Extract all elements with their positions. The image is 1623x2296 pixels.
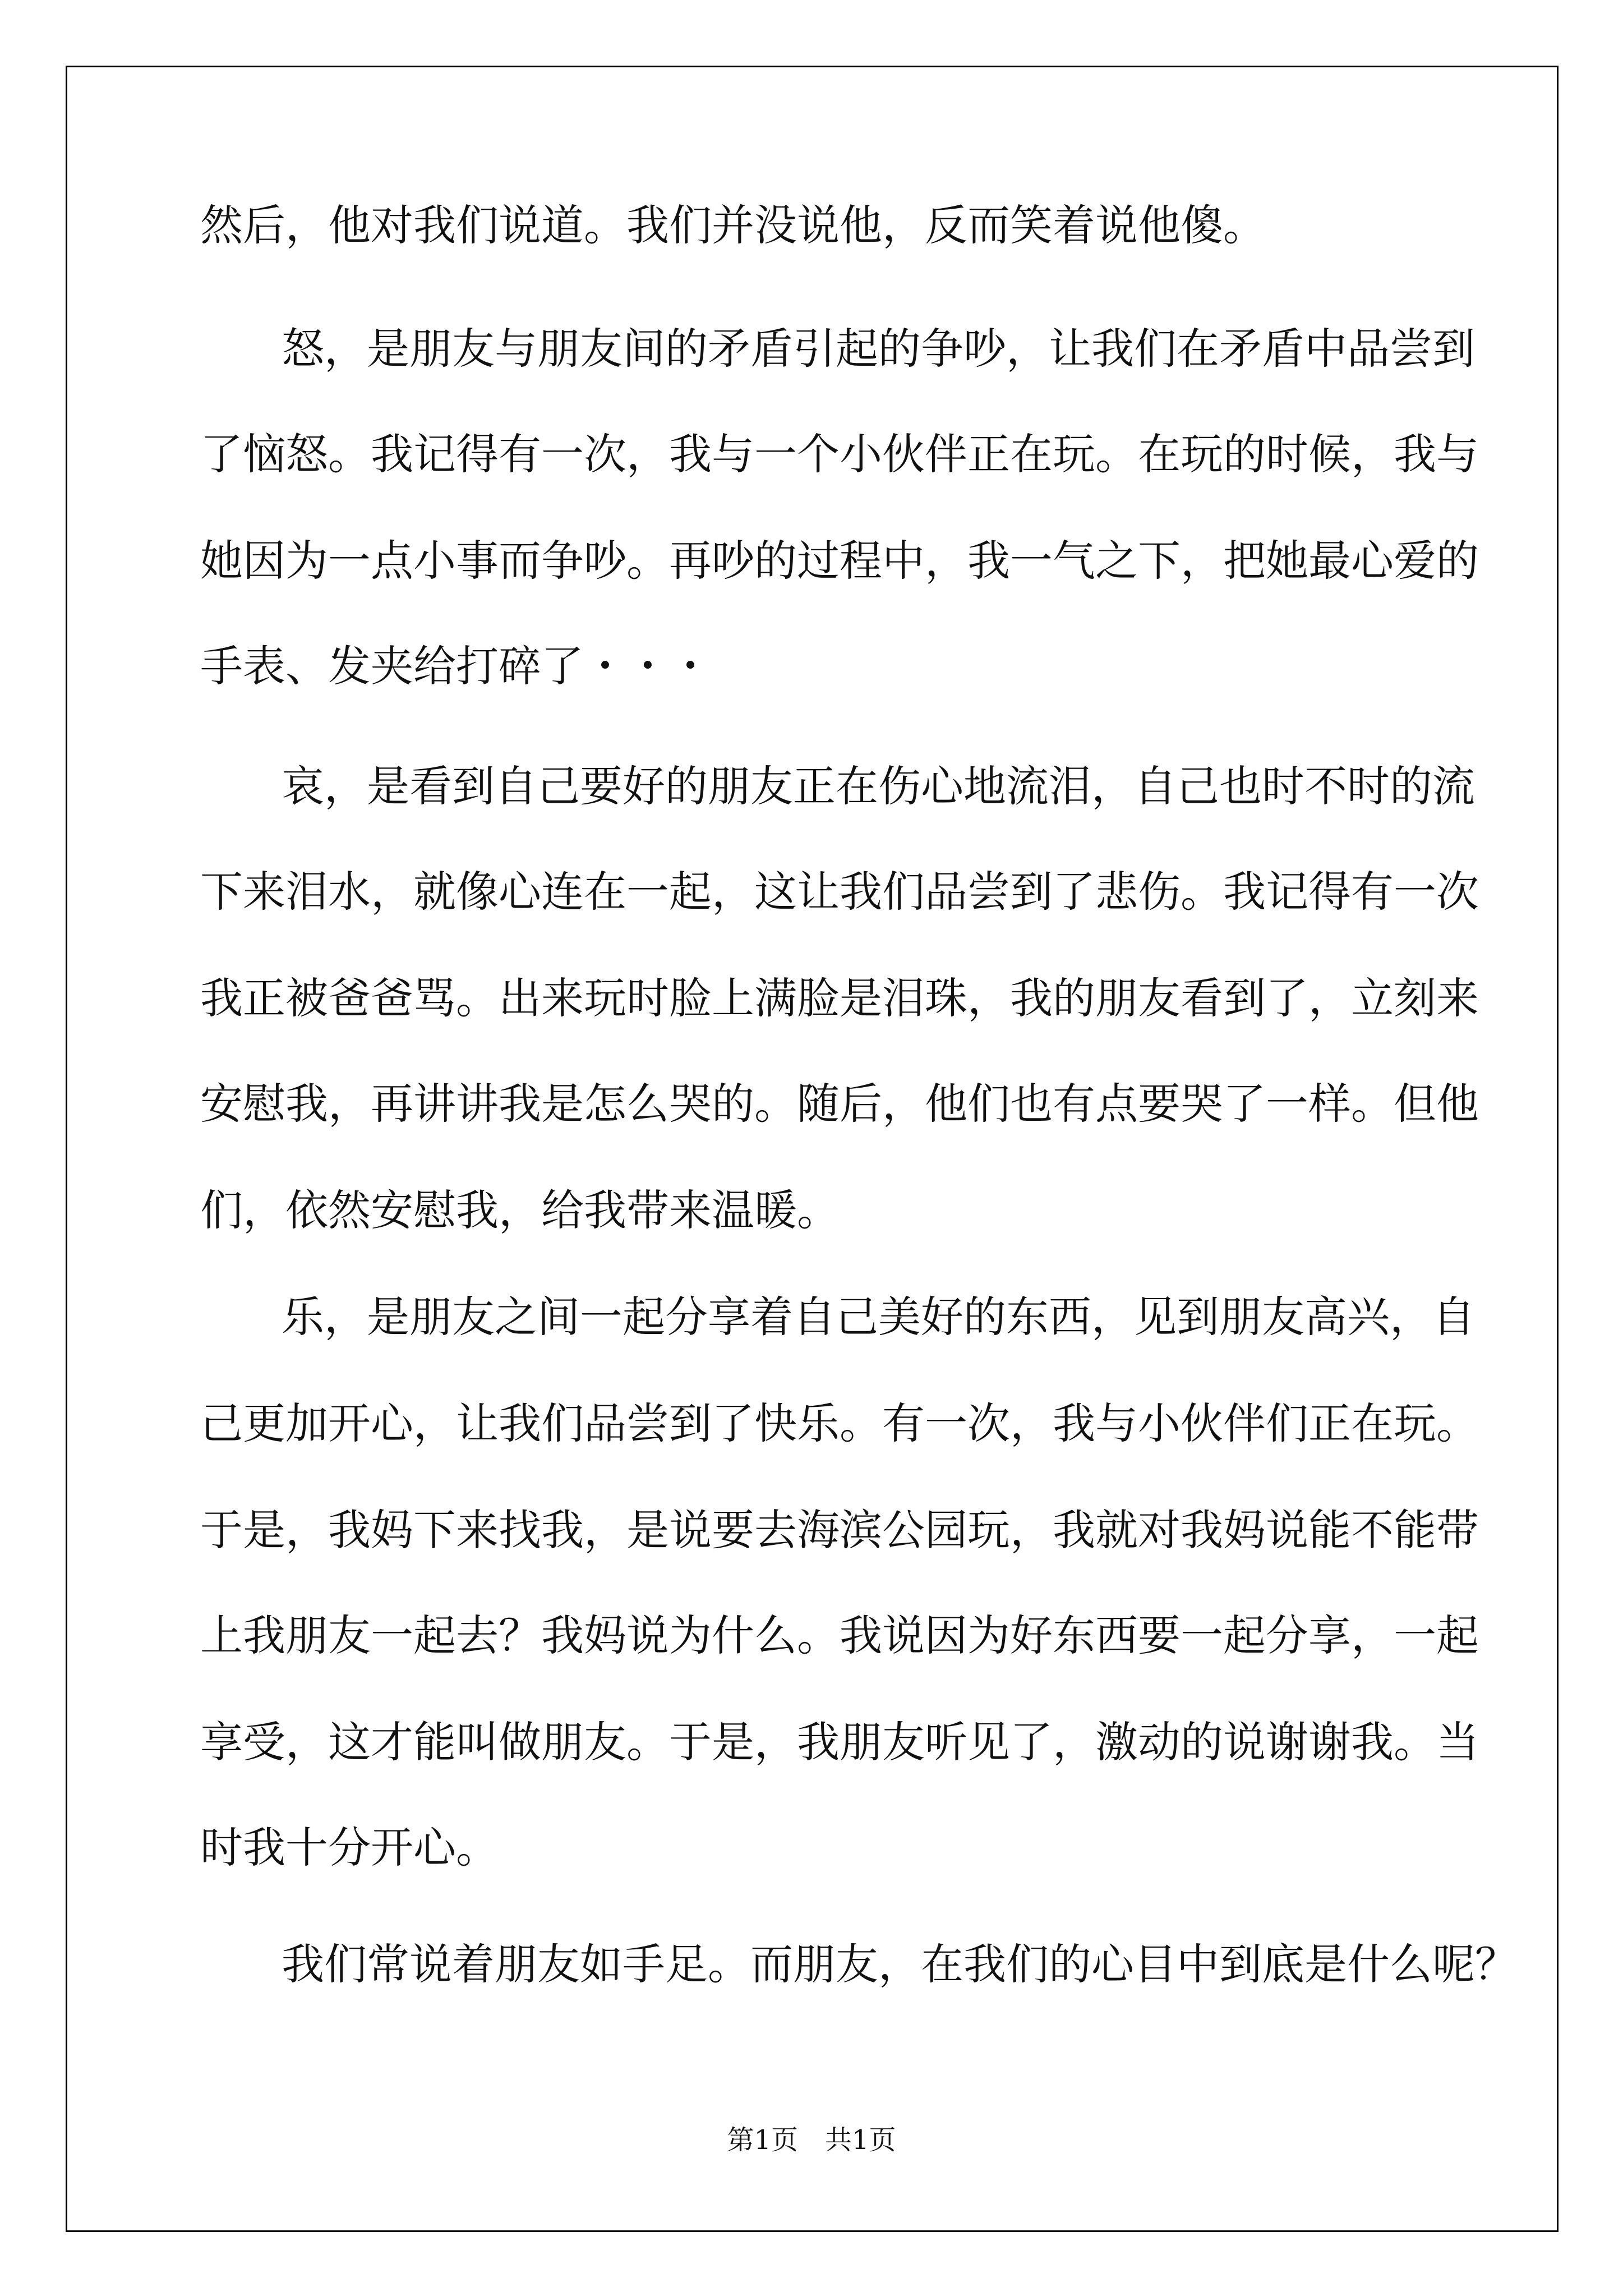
text-line-6: 哀，是看到自己要好的朋友正在伤心地流泪，自己也时不时的流 — [282, 761, 1475, 811]
page-footer: 第1页 共1页 — [727, 2124, 896, 2156]
text-line-10: 们，依然安慰我，给我带来温暖。 — [200, 1185, 840, 1235]
text-line-15: 享受，这才能叫做朋友。于是，我朋友听见了，激动的说谢谢我。当 — [200, 1717, 1479, 1767]
page-border — [66, 66, 1559, 2232]
text-line-8: 我正被爸爸骂。出来玩时脸上满脸是泪珠，我的朋友看到了，立刻来 — [200, 973, 1479, 1023]
text-line-16: 时我十分开心。 — [200, 1823, 499, 1872]
text-line-11: 乐，是朋友之间一起分享着自己美好的东西，见到朋友高兴，自 — [282, 1292, 1475, 1342]
text-line-4: 她因为一点小事而争吵。再吵的过程中，我一气之下，把她最心爱的 — [200, 536, 1479, 586]
text-line-9: 安慰我，再讲讲我是怎么哭的。随后，他们也有点要哭了一样。但他 — [200, 1079, 1479, 1129]
text-line-7: 下来泪水，就像心连在一起，这让我们品尝到了悲伤。我记得有一次 — [200, 867, 1479, 917]
text-line-17: 我们常说着朋友如手足。而朋友，在我们的心目中到底是什么呢？ — [282, 1939, 1518, 1989]
text-line-3: 了恼怒。我记得有一次，我与一个小伙伴正在玩。在玩的时候，我与 — [200, 429, 1479, 479]
text-line-14: 上我朋友一起去？我妈说为什么。我说因为好东西要一起分享，一起 — [200, 1611, 1479, 1660]
text-line-2: 怒，是朋友与朋友间的矛盾引起的争吵，让我们在矛盾中品尝到 — [282, 324, 1475, 374]
text-line-13: 于是，我妈下来找我，是说要去海滨公园玩，我就对我妈说能不能带 — [200, 1505, 1479, 1555]
text-line-1: 然后，他对我们说道。我们并没说他，反而笑着说他傻。 — [200, 200, 1266, 250]
text-line-12: 己更加开心，让我们品尝到了快乐。有一次，我与小伙伴们正在玩。 — [200, 1398, 1479, 1448]
text-line-5: 手表、发夹给打碎了・・・ — [200, 641, 712, 691]
